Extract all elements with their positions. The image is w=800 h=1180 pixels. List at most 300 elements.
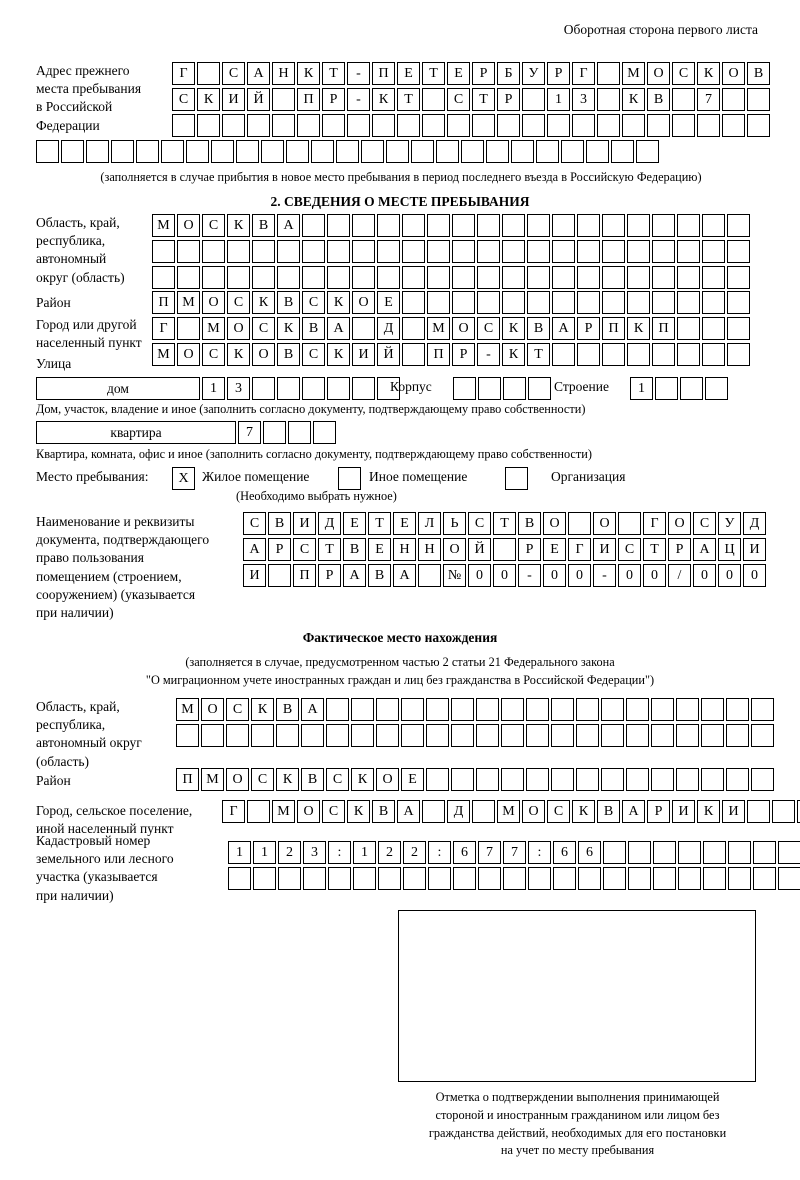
actual-city-cell[interactable]: С (547, 800, 570, 823)
cadastral-cell[interactable] (778, 867, 800, 890)
street-cell[interactable] (627, 343, 650, 366)
prev-address-cell[interactable] (747, 114, 770, 137)
actual-city-cell[interactable]: О (522, 800, 545, 823)
prev-address-cell[interactable] (522, 88, 545, 111)
prev-address-cell[interactable] (522, 114, 545, 137)
prev-address-cell[interactable]: 1 (547, 88, 570, 111)
cadastral-cell[interactable] (578, 867, 601, 890)
actual-region-cell[interactable] (751, 698, 774, 721)
cadastral-row[interactable] (228, 867, 800, 890)
region-cell[interactable] (652, 240, 675, 263)
cadastral-row[interactable] (228, 841, 800, 864)
street-cell[interactable] (552, 343, 575, 366)
document-cell[interactable]: 0 (743, 564, 766, 587)
cadastral-cell[interactable]: 2 (278, 841, 301, 864)
prev-address-cell[interactable] (386, 140, 409, 163)
district-cell[interactable] (602, 291, 625, 314)
prev-address-cell[interactable] (222, 114, 245, 137)
prev-address-cell[interactable]: Н (272, 62, 295, 85)
actual-region-cell[interactable] (326, 698, 349, 721)
actual-district-cell[interactable]: П (176, 768, 199, 791)
prev-address-cell[interactable] (172, 114, 195, 137)
prev-address-cell[interactable] (422, 114, 445, 137)
prev-address-cell[interactable] (161, 140, 184, 163)
document-cell[interactable]: Ь (443, 512, 466, 535)
region-cell[interactable] (627, 266, 650, 289)
document-cell[interactable] (618, 512, 641, 535)
region-cell[interactable] (477, 266, 500, 289)
document-cell[interactable]: 0 (543, 564, 566, 587)
actual-district-cell[interactable]: Е (401, 768, 424, 791)
document-cell[interactable]: Т (493, 512, 516, 535)
actual-region-cell[interactable] (351, 724, 374, 747)
region-cell[interactable]: А (277, 214, 300, 237)
actual-district-cell[interactable]: О (376, 768, 399, 791)
actual-region-cell[interactable] (376, 698, 399, 721)
document-cell[interactable]: 0 (693, 564, 716, 587)
document-cell[interactable]: Г (568, 538, 591, 561)
cadastral-cell[interactable] (353, 867, 376, 890)
document-cell[interactable]: Е (368, 538, 391, 561)
document-cell[interactable]: О (443, 538, 466, 561)
prev-address-cell[interactable] (311, 140, 334, 163)
cadastral-cell[interactable] (503, 867, 526, 890)
prev-address-cell[interactable]: С (447, 88, 470, 111)
street-cell[interactable] (602, 343, 625, 366)
stroenie-cell[interactable]: 1 (630, 377, 653, 400)
region-row[interactable] (152, 214, 752, 237)
document-cell[interactable]: С (468, 512, 491, 535)
cadastral-cell[interactable] (228, 867, 251, 890)
cadastral-cell[interactable]: : (428, 841, 451, 864)
region-cell[interactable] (602, 214, 625, 237)
prev-address-cell[interactable]: 3 (572, 88, 595, 111)
region-cell[interactable] (602, 266, 625, 289)
cadastral-cell[interactable] (603, 841, 626, 864)
region-cell[interactable] (677, 240, 700, 263)
actual-region-cell[interactable] (626, 724, 649, 747)
prev-address-cell[interactable] (211, 140, 234, 163)
actual-district-cell[interactable] (451, 768, 474, 791)
region-cell[interactable]: М (152, 214, 175, 237)
stroenie-digits-row[interactable] (630, 377, 730, 400)
cadastral-cell[interactable] (703, 841, 726, 864)
street-row[interactable] (152, 343, 752, 366)
region-cell[interactable] (377, 240, 400, 263)
document-cell[interactable]: Н (418, 538, 441, 561)
region-cell[interactable] (302, 214, 325, 237)
document-cell[interactable] (568, 512, 591, 535)
region-cell[interactable] (452, 266, 475, 289)
actual-region-cell[interactable] (476, 724, 499, 747)
prev-address-row[interactable] (36, 140, 661, 163)
district-cell[interactable] (577, 291, 600, 314)
prev-address-cell[interactable] (747, 88, 770, 111)
document-cell[interactable]: С (618, 538, 641, 561)
prev-address-cell[interactable] (722, 88, 745, 111)
region-cell[interactable] (502, 240, 525, 263)
actual-city-cell[interactable]: О (297, 800, 320, 823)
region-cell[interactable] (277, 266, 300, 289)
city-cell[interactable]: М (202, 317, 225, 340)
actual-region-cell[interactable] (551, 724, 574, 747)
region-cell[interactable] (402, 240, 425, 263)
prev-address-cell[interactable]: К (297, 62, 320, 85)
district-cell[interactable] (727, 291, 750, 314)
cadastral-cell[interactable]: 1 (353, 841, 376, 864)
document-cell[interactable]: Е (393, 512, 416, 535)
actual-region-cell[interactable] (426, 724, 449, 747)
prev-address-cell[interactable]: Р (322, 88, 345, 111)
stay-type-checkbox-inoe[interactable] (338, 467, 361, 490)
prev-address-cell[interactable]: С (222, 62, 245, 85)
document-cell[interactable]: № (443, 564, 466, 587)
actual-region-cell[interactable] (501, 698, 524, 721)
prev-address-cell[interactable]: Т (322, 62, 345, 85)
prev-address-cell[interactable]: Е (397, 62, 420, 85)
prev-address-row[interactable] (172, 88, 772, 111)
region-cell[interactable] (552, 214, 575, 237)
cadastral-cell[interactable] (703, 867, 726, 890)
document-cell[interactable]: - (593, 564, 616, 587)
actual-city-cell[interactable] (472, 800, 495, 823)
prev-address-cell[interactable] (672, 114, 695, 137)
prev-address-cell[interactable] (461, 140, 484, 163)
district-cell[interactable] (502, 291, 525, 314)
prev-address-cell[interactable] (197, 114, 220, 137)
city-cell[interactable] (352, 317, 375, 340)
house-cell[interactable] (352, 377, 375, 400)
document-cell[interactable]: 0 (493, 564, 516, 587)
document-cell[interactable]: Д (743, 512, 766, 535)
district-cell[interactable]: К (252, 291, 275, 314)
actual-region-cell[interactable] (476, 698, 499, 721)
actual-city-cell[interactable]: К (697, 800, 720, 823)
actual-district-cell[interactable]: О (226, 768, 249, 791)
actual-region-cell[interactable] (176, 724, 199, 747)
prev-address-cell[interactable]: Б (497, 62, 520, 85)
city-cell[interactable]: О (227, 317, 250, 340)
actual-city-cell[interactable]: А (622, 800, 645, 823)
region-cell[interactable] (452, 214, 475, 237)
cadastral-cell[interactable]: 6 (553, 841, 576, 864)
actual-region-cell[interactable] (451, 724, 474, 747)
region-cell[interactable] (727, 240, 750, 263)
document-cell[interactable]: - (518, 564, 541, 587)
region-cell[interactable] (177, 266, 200, 289)
cadastral-cell[interactable]: 1 (253, 841, 276, 864)
document-cell[interactable]: В (518, 512, 541, 535)
region-cell[interactable] (477, 214, 500, 237)
actual-region-cell[interactable] (651, 698, 674, 721)
actual-region-cell[interactable] (676, 724, 699, 747)
actual-district-cell[interactable] (601, 768, 624, 791)
prev-address-cell[interactable] (472, 114, 495, 137)
region-cell[interactable] (527, 240, 550, 263)
city-cell[interactable] (702, 317, 725, 340)
region-cell[interactable] (352, 240, 375, 263)
cadastral-cell[interactable]: 3 (303, 841, 326, 864)
actual-district-cell[interactable]: С (251, 768, 274, 791)
region-cell[interactable] (427, 214, 450, 237)
document-cell[interactable]: С (293, 538, 316, 561)
stay-type-checkbox-zhiloe[interactable]: X (172, 467, 195, 490)
city-cell[interactable]: К (502, 317, 525, 340)
region-cell[interactable] (402, 266, 425, 289)
prev-address-cell[interactable] (247, 114, 270, 137)
house-digits-row[interactable] (202, 377, 402, 400)
city-cell[interactable]: Д (377, 317, 400, 340)
region-cell[interactable] (577, 240, 600, 263)
cadastral-cell[interactable]: : (528, 841, 551, 864)
region-cell[interactable] (652, 266, 675, 289)
district-cell[interactable] (402, 291, 425, 314)
actual-city-cell[interactable]: И (722, 800, 745, 823)
region-cell[interactable] (277, 240, 300, 263)
region-cell[interactable] (727, 214, 750, 237)
prev-address-cell[interactable]: Р (547, 62, 570, 85)
district-cell[interactable] (702, 291, 725, 314)
city-cell[interactable]: Р (577, 317, 600, 340)
cadastral-cell[interactable]: : (328, 841, 351, 864)
actual-region-cell[interactable]: С (226, 698, 249, 721)
region-row[interactable] (152, 240, 752, 263)
prev-address-cell[interactable] (597, 114, 620, 137)
document-cell[interactable]: И (243, 564, 266, 587)
actual-city-cell[interactable] (247, 800, 270, 823)
actual-region-cell[interactable] (526, 724, 549, 747)
street-cell[interactable] (727, 343, 750, 366)
prev-address-cell[interactable] (447, 114, 470, 137)
prev-address-cell[interactable]: Р (497, 88, 520, 111)
actual-region-cell[interactable]: В (276, 698, 299, 721)
prev-address-cell[interactable]: В (747, 62, 770, 85)
actual-region-cell[interactable] (576, 724, 599, 747)
region-cell[interactable] (727, 266, 750, 289)
prev-address-cell[interactable]: М (622, 62, 645, 85)
korpus-cell[interactable] (503, 377, 526, 400)
city-cell[interactable] (177, 317, 200, 340)
cadastral-cell[interactable] (403, 867, 426, 890)
actual-region-cell[interactable] (701, 724, 724, 747)
region-cell[interactable] (577, 214, 600, 237)
city-cell[interactable]: В (527, 317, 550, 340)
prev-address-cell[interactable]: Т (472, 88, 495, 111)
prev-address-cell[interactable]: 7 (697, 88, 720, 111)
cadastral-cell[interactable] (628, 867, 651, 890)
actual-city-cell[interactable]: М (497, 800, 520, 823)
region-cell[interactable] (502, 214, 525, 237)
prev-address-cell[interactable] (397, 114, 420, 137)
document-cell[interactable]: Л (418, 512, 441, 535)
actual-region-cell[interactable] (376, 724, 399, 747)
prev-address-cell[interactable] (361, 140, 384, 163)
actual-district-cell[interactable] (676, 768, 699, 791)
region-cell[interactable] (227, 240, 250, 263)
actual-district-cell[interactable] (426, 768, 449, 791)
document-cell[interactable]: 0 (618, 564, 641, 587)
cadastral-cell[interactable] (678, 867, 701, 890)
actual-district-cell[interactable] (551, 768, 574, 791)
prev-address-cell[interactable]: - (347, 88, 370, 111)
korpus-cell[interactable] (528, 377, 551, 400)
district-cell[interactable] (477, 291, 500, 314)
district-cell[interactable]: О (352, 291, 375, 314)
cadastral-cell[interactable] (603, 867, 626, 890)
actual-region-cell[interactable] (551, 698, 574, 721)
prev-address-cell[interactable] (611, 140, 634, 163)
actual-region-cell[interactable] (726, 698, 749, 721)
document-cell[interactable]: 0 (718, 564, 741, 587)
city-cell[interactable]: А (552, 317, 575, 340)
street-cell[interactable]: С (302, 343, 325, 366)
prev-address-cell[interactable]: И (222, 88, 245, 111)
actual-region-cell[interactable] (326, 724, 349, 747)
actual-region-cell[interactable] (701, 698, 724, 721)
prev-address-cell[interactable] (672, 88, 695, 111)
actual-district-cell[interactable] (626, 768, 649, 791)
prev-address-cell[interactable]: П (372, 62, 395, 85)
document-cell[interactable] (268, 564, 291, 587)
city-row[interactable] (152, 317, 752, 340)
prev-address-cell[interactable] (111, 140, 134, 163)
city-cell[interactable]: А (327, 317, 350, 340)
region-cell[interactable] (677, 266, 700, 289)
korpus-cell[interactable] (453, 377, 476, 400)
prev-address-cell[interactable] (261, 140, 284, 163)
street-cell[interactable]: Й (377, 343, 400, 366)
house-cell[interactable] (252, 377, 275, 400)
cadastral-cell[interactable] (628, 841, 651, 864)
document-cell[interactable]: 0 (568, 564, 591, 587)
district-cell[interactable]: М (177, 291, 200, 314)
street-cell[interactable]: К (327, 343, 350, 366)
cadastral-cell[interactable] (753, 841, 776, 864)
prev-address-cell[interactable] (272, 88, 295, 111)
document-cell[interactable]: И (593, 538, 616, 561)
region-cell[interactable] (702, 266, 725, 289)
district-cell[interactable] (452, 291, 475, 314)
region-cell[interactable] (352, 266, 375, 289)
region-cell[interactable] (152, 266, 175, 289)
actual-region-cell[interactable] (351, 698, 374, 721)
prev-address-cell[interactable] (411, 140, 434, 163)
actual-region-cell[interactable] (426, 698, 449, 721)
street-cell[interactable] (402, 343, 425, 366)
document-cell[interactable]: Г (643, 512, 666, 535)
prev-address-cell[interactable] (347, 114, 370, 137)
prev-address-cell[interactable]: Т (397, 88, 420, 111)
document-cell[interactable]: А (343, 564, 366, 587)
actual-district-cell[interactable]: С (326, 768, 349, 791)
actual-region-row[interactable] (176, 698, 776, 721)
city-cell[interactable]: Г (152, 317, 175, 340)
cadastral-cell[interactable]: 7 (478, 841, 501, 864)
actual-region-cell[interactable] (676, 698, 699, 721)
prev-address-cell[interactable] (536, 140, 559, 163)
prev-address-cell[interactable]: Т (422, 62, 445, 85)
document-cell[interactable]: / (668, 564, 691, 587)
actual-city-cell[interactable]: В (372, 800, 395, 823)
document-cell[interactable]: В (368, 564, 391, 587)
prev-address-cell[interactable] (697, 114, 720, 137)
prev-address-cell[interactable] (511, 140, 534, 163)
region-cell[interactable] (302, 240, 325, 263)
document-cell[interactable]: И (743, 538, 766, 561)
prev-address-cell[interactable]: О (722, 62, 745, 85)
prev-address-cell[interactable] (286, 140, 309, 163)
cadastral-cell[interactable] (528, 867, 551, 890)
actual-city-row[interactable] (222, 800, 800, 823)
prev-address-cell[interactable]: Р (472, 62, 495, 85)
actual-city-cell[interactable]: Р (647, 800, 670, 823)
district-cell[interactable]: В (277, 291, 300, 314)
district-cell[interactable] (627, 291, 650, 314)
region-cell[interactable] (602, 240, 625, 263)
district-cell[interactable] (652, 291, 675, 314)
prev-address-cell[interactable] (486, 140, 509, 163)
document-cell[interactable]: Д (318, 512, 341, 535)
street-cell[interactable]: С (202, 343, 225, 366)
prev-address-cell[interactable]: - (347, 62, 370, 85)
region-cell[interactable] (702, 214, 725, 237)
actual-district-cell[interactable] (501, 768, 524, 791)
document-cell[interactable]: Р (668, 538, 691, 561)
prev-address-cell[interactable] (561, 140, 584, 163)
actual-region-cell[interactable] (601, 698, 624, 721)
actual-district-cell[interactable]: В (301, 768, 324, 791)
cadastral-cell[interactable] (728, 867, 751, 890)
actual-region-cell[interactable] (501, 724, 524, 747)
actual-region-cell[interactable] (276, 724, 299, 747)
stroenie-cell[interactable] (705, 377, 728, 400)
actual-region-cell[interactable] (226, 724, 249, 747)
cadastral-cell[interactable] (303, 867, 326, 890)
region-cell[interactable] (652, 214, 675, 237)
district-cell[interactable] (527, 291, 550, 314)
house-cell[interactable]: 1 (202, 377, 225, 400)
city-cell[interactable]: М (427, 317, 450, 340)
actual-region-cell[interactable]: К (251, 698, 274, 721)
city-cell[interactable] (677, 317, 700, 340)
region-cell[interactable] (402, 214, 425, 237)
prev-address-cell[interactable]: К (697, 62, 720, 85)
actual-region-cell[interactable]: М (176, 698, 199, 721)
street-cell[interactable] (702, 343, 725, 366)
actual-district-cell[interactable] (726, 768, 749, 791)
region-cell[interactable] (502, 266, 525, 289)
document-cell[interactable]: Р (518, 538, 541, 561)
document-cell[interactable]: А (393, 564, 416, 587)
region-cell[interactable] (627, 240, 650, 263)
stamp-box[interactable] (398, 910, 756, 1082)
document-cell[interactable]: О (593, 512, 616, 535)
actual-region-cell[interactable]: А (301, 698, 324, 721)
document-cell[interactable]: Т (318, 538, 341, 561)
actual-city-cell[interactable]: С (322, 800, 345, 823)
city-cell[interactable] (402, 317, 425, 340)
document-cell[interactable]: 0 (643, 564, 666, 587)
prev-address-cell[interactable] (636, 140, 659, 163)
region-cell[interactable] (427, 240, 450, 263)
cadastral-cell[interactable] (328, 867, 351, 890)
actual-district-cell[interactable]: К (276, 768, 299, 791)
district-cell[interactable] (552, 291, 575, 314)
district-cell[interactable]: С (227, 291, 250, 314)
actual-region-cell[interactable] (201, 724, 224, 747)
document-cell[interactable]: С (693, 512, 716, 535)
actual-region-cell[interactable] (526, 698, 549, 721)
